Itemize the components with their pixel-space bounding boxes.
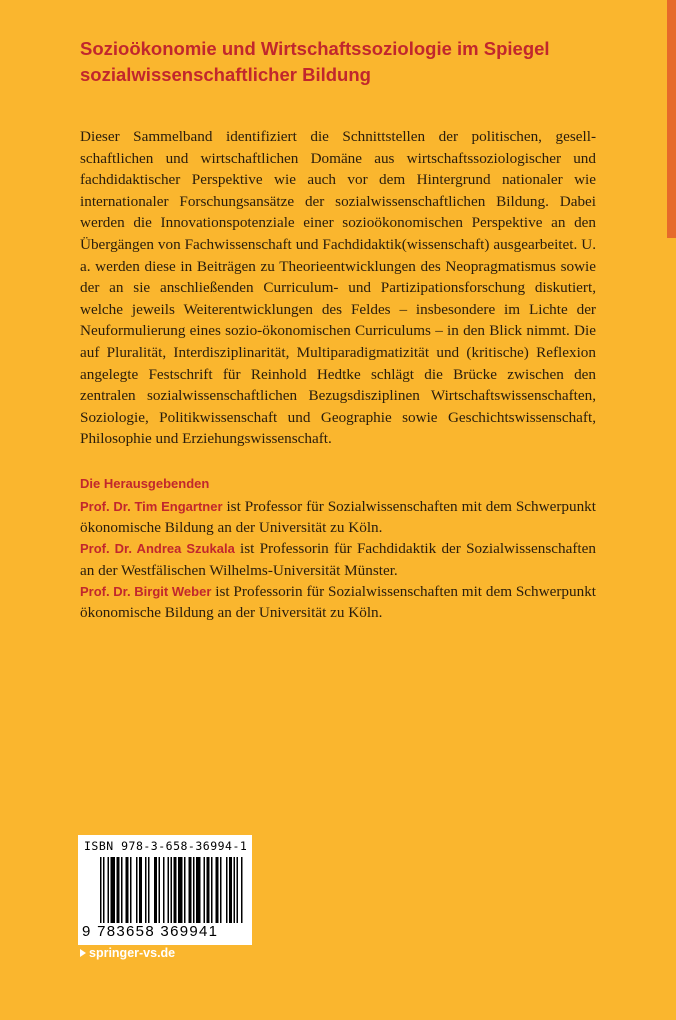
editors-heading: Die Herausgebenden (80, 476, 210, 491)
isbn-barcode (78, 835, 252, 945)
editor-entry (80, 538, 596, 580)
editor-name: Prof. Dr. Birgit Weber (80, 583, 212, 599)
arrow-right-icon (80, 949, 86, 957)
editor-bio: ist Professor für Sozialwissenschaften mit dem Schwerpunkt ökonomische Bildung an der Universität zu Köln. (80, 498, 596, 537)
editor-entry (80, 581, 596, 623)
editor-bio: ist Professorin für Fachdidaktik der Sozialwissenschaften an der Westfälischen Wilhelms-Universität Münster. (80, 540, 596, 579)
publisher-url (80, 946, 175, 960)
barcode-digits: 9 783658 369941 (82, 923, 219, 940)
editor-bio: ist Professorin für Sozialwissenschaften mit dem Schwerpunkt ökonomische Bildung an der Universität zu Köln. (80, 582, 597, 622)
book-description: Dieser Sammelband identifiziert die Schnittstellen der politischen, gesellschaftlichen und wirtschaftlichen Domäne aus wirtschaftssoziologischer und fachdidaktischer Perspektive wie auch vor dem Hintergrund nationaler wie internationaler Forschungsansätze der sozialwissenschaftlichen Bildung. Dabei werden die Innovationspotenziale einer sozioökonomischen Perspektive an den Übergängen von Fachwissenschaft und Fachdidaktik(wissenschaft) ausgearbeitet. U. a. werden diese in Beiträgen zu Theorieentwicklungen des Neopragmatismus sowie der an sie anschließenden Curriculum- und Partizipationsforschung diskutiert, welche jeweils Weiterentwicklungen des Feldes – insbesondere im Lichte der Neuformulierung eines sozio-ökonomischen Curriculums – in den Blick nimmt. Die auf Pluralität, Interdisziplinarität, Multiparadigmatizität und (kritische) Reflexion angelegte Festschrift für Reinhold Hedtke schlägt die Brücke zwischen den zentralen sozialwissenschaftlichen Bezugsdisziplinen Wirtschaftswissenschaften, Soziologie, Politikwissenschaft und Geographie sowie Geschichtswissenschaft, Philosophie und Erziehungswissenschaft. (80, 128, 596, 448)
edge-color-strip (667, 0, 676, 238)
editor-name: Prof. Dr. Tim Engartner (80, 499, 223, 514)
editor-entry (80, 496, 596, 538)
publisher-url-text: springer-vs.de (89, 946, 176, 960)
book-title: Sozioökonomie und Wirtschaftssoziologie im Spiegel sozialwissenschaftlicher Bildung (80, 38, 550, 85)
isbn-label: ISBN 978-3-658-36994-1 (84, 839, 248, 853)
editors-section (80, 474, 596, 623)
editor-name: Prof. Dr. Andrea Szukala (80, 541, 235, 557)
barcode-bars (100, 857, 244, 923)
